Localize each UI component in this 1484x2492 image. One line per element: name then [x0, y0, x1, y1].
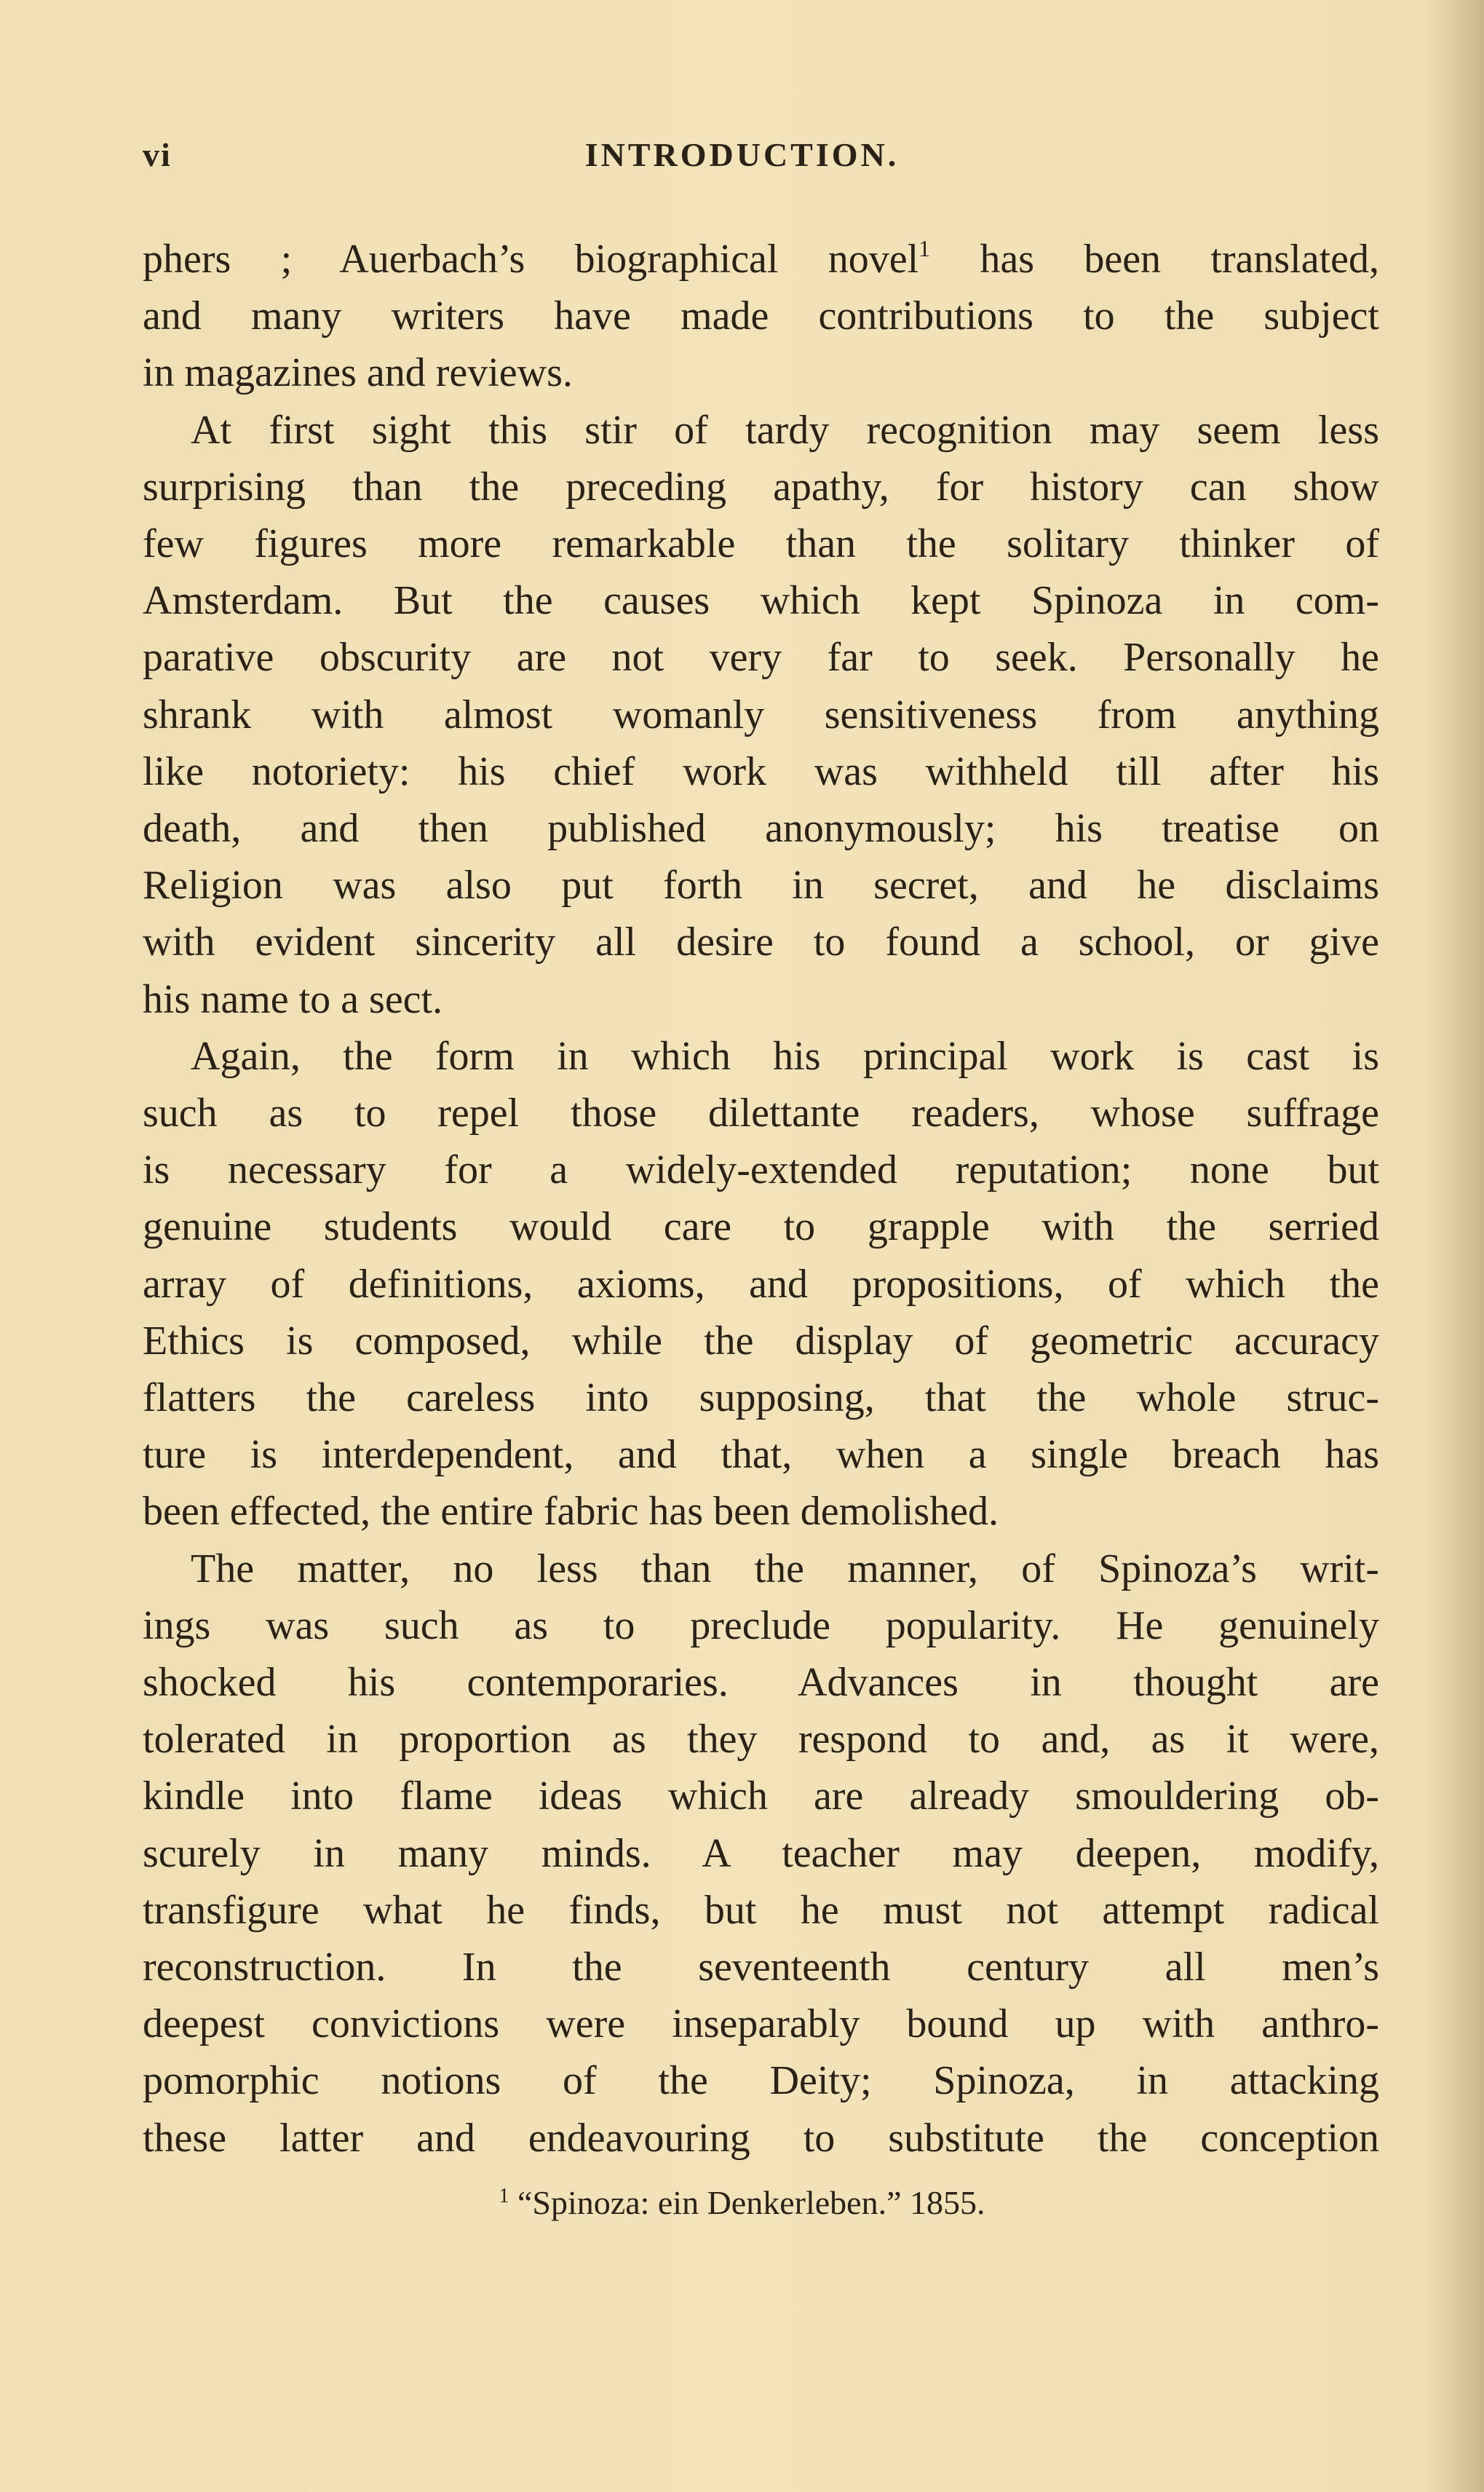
- text-line: genuine students would care to grapple with the serried: [143, 1204, 1379, 1250]
- text-line: surprising than the preceding apathy, for history can show: [143, 464, 1379, 510]
- text-line: transfigure what he finds, but he must not attempt radical: [143, 1887, 1379, 1933]
- text-line: array of definitions, axioms, and propositions, of which the: [143, 1261, 1379, 1307]
- text-line: with evident sincerity all desire to found a school, or give: [143, 919, 1379, 965]
- text-line: Again, the form in which his principal work is cast is: [191, 1033, 1379, 1079]
- text-line: in magazines and reviews.: [143, 350, 573, 396]
- footnote-text: “Spinoza: ein Denkerleben.” 1855.: [517, 2184, 985, 2221]
- text-line: ture is interdependent, and that, when a single breach has: [143, 1432, 1379, 1478]
- text-line: death, and then published anonymously; his treatise on: [143, 806, 1379, 851]
- text-line: few figures more remarkable than the solitary thinker of: [143, 521, 1379, 566]
- text-line: Religion was also put forth in secret, and he disclaims: [143, 863, 1379, 909]
- text-line: Ethics is composed, while the display of geometric accuracy: [143, 1318, 1379, 1364]
- text-line: like notoriety: his chief work was withheld till after his: [143, 748, 1379, 794]
- running-title: INTRODUCTION.: [584, 136, 900, 173]
- text-segment: phers ; Auerbach’s biographical novel: [143, 237, 919, 282]
- page-number: vi: [143, 136, 172, 173]
- text-line: his name to a sect.: [143, 976, 443, 1022]
- text-line: flatters the careless into supposing, that the whole struc-: [143, 1375, 1379, 1420]
- text-line: been effected, the entire fabric has been demolished.: [143, 1489, 999, 1535]
- text-line: scurely in many minds. A teacher may deepen, modify,: [143, 1830, 1379, 1876]
- text-line: parative obscurity are not very far to seek. Personally he: [143, 635, 1379, 681]
- text-line: The matter, no less than the manner, of Spinoza’s writ-: [191, 1546, 1379, 1591]
- footnote: [0, 2181, 1484, 2225]
- text-line: shrank with almost womanly sensitiveness from anything: [143, 692, 1379, 737]
- text-line: deepest convictions were inseparably bound up with anthro-: [143, 2001, 1379, 2047]
- text-line: kindle into flame ideas which are already smouldering ob-: [143, 1773, 1379, 1819]
- text-line: pomorphic notions of the Deity; Spinoza, in attacking: [143, 2058, 1379, 2104]
- text-line: reconstruction. In the seventeenth century all men’s: [143, 1945, 1379, 1990]
- text-line: ings was such as to preclude popularity. He genuinely: [143, 1602, 1379, 1648]
- text-line: shocked his contemporaries. Advances in thought are: [143, 1660, 1379, 1705]
- text-segment: has been translated,: [930, 237, 1380, 282]
- text-line: tolerated in proportion as they respond to and, as it were,: [143, 1717, 1379, 1763]
- text-line: At first sight this stir of tardy recognition may seem less: [191, 407, 1379, 453]
- text-line: and many writers have made contributions to the subject: [143, 293, 1379, 339]
- footnote-reference[interactable]: 1: [918, 235, 931, 261]
- text-line: these latter and endeavouring to substitute the conception: [143, 2115, 1379, 2161]
- text-line: such as to repel those dilettante readers, whose suffrage: [143, 1091, 1379, 1136]
- footnote-marker: 1: [499, 2185, 509, 2207]
- text-line: [143, 231, 1379, 288]
- text-line: is necessary for a widely-extended reputation; none but: [143, 1147, 1379, 1193]
- text-line: Amsterdam. But the causes which kept Spinoza in com-: [143, 578, 1379, 624]
